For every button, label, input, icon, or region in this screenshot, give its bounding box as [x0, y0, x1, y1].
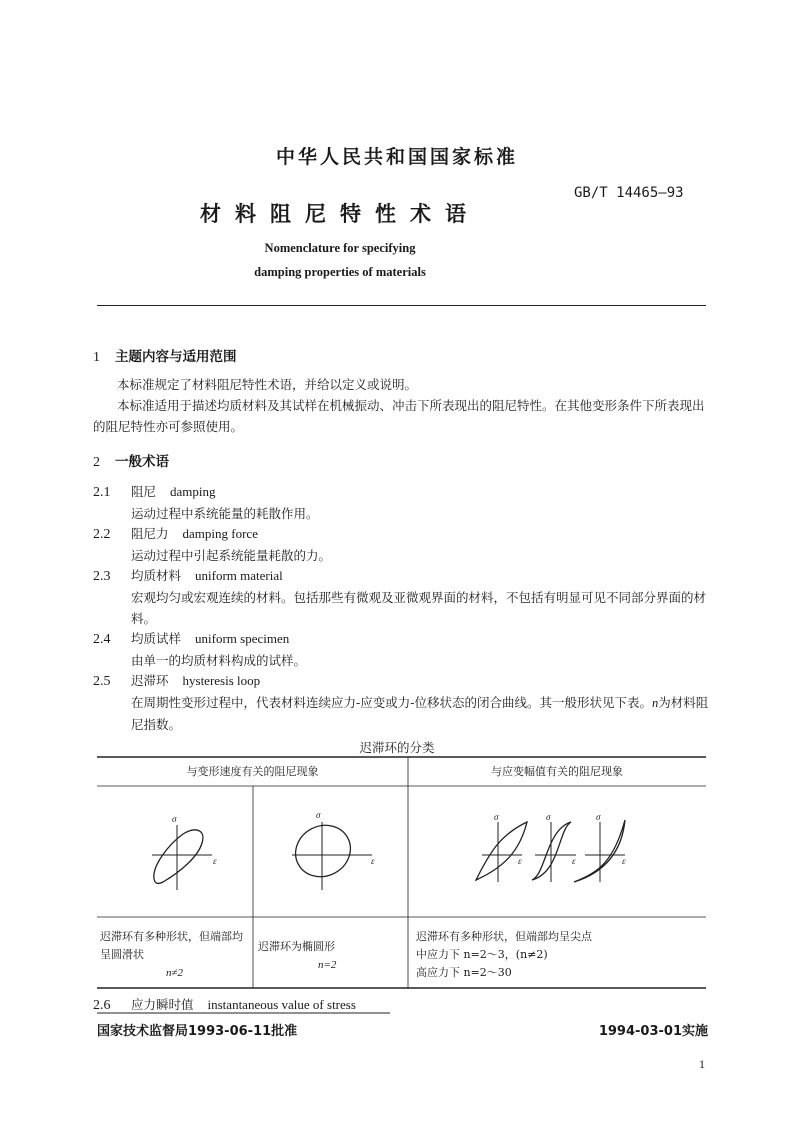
table-header-left: 与变形速度有关的阻尼现象 [186, 765, 319, 778]
definition-text: 在周期性变形过程中，代表材料连续应力-应变或力-位移状态的闭合曲线。其一般形状见下表。 [131, 695, 652, 710]
term-zh: 应力瞬时值 [131, 997, 194, 1012]
term-en: damping [170, 484, 216, 499]
section-number: 1 [93, 350, 100, 365]
term-en: uniform specimen [195, 631, 290, 646]
hysteresis-loop [154, 830, 203, 884]
cell-line: 呈圆滑状 [100, 948, 144, 961]
sigma-label: σ [316, 810, 321, 820]
term-number: 2.3 [93, 569, 111, 584]
term-2-4-definition: 由单一的均质材料构成的试样。 [131, 653, 307, 668]
term-en: hysteresis loop [182, 673, 261, 688]
epsilon-label: ε [518, 856, 522, 866]
cell-line: 迟滞环有多种形状，但端部均呈尖点 [416, 930, 592, 943]
cell-ellipse-description [258, 938, 406, 974]
epsilon-label: ε [371, 856, 375, 866]
implementation-date: 1994-03-01实施 [598, 1024, 708, 1039]
term-en: damping force [182, 526, 258, 541]
section-title: 一般术语 [115, 454, 169, 470]
section-number: 2 [93, 455, 100, 470]
term-zh: 阻尼力 [131, 526, 169, 541]
epsilon-label: ε [622, 856, 626, 866]
epsilon-label: ε [213, 856, 217, 866]
sigma-label: σ [494, 812, 499, 822]
table-title: 迟滞环的分类 [359, 740, 435, 755]
issuing-body: 中华人民共和国国家标准 [275, 146, 518, 168]
term-zh: 迟滞环 [131, 673, 169, 688]
term-2-3-definition: 宏观均匀或宏观连续的材料。包括那些有微观及亚微观界面的材料，不包括有明显可见不同部分界面的材料。 [131, 590, 707, 626]
cell-n-value: n≠2 [166, 967, 184, 979]
sigma-label: σ [172, 814, 177, 824]
cell-line: 高应力下 n=2～30 [416, 966, 512, 979]
standard-code: GB/T 14465—93 [574, 185, 684, 201]
term-2-1-definition: 运动过程中系统能量的耗散作用。 [131, 506, 319, 521]
approval-date: 国家技术监督局1993-06-11批准 [97, 1024, 298, 1039]
cell-rounded-description [100, 928, 252, 982]
loop-pointed-figure [476, 820, 625, 882]
title-english-line2: damping properties of materials [254, 265, 426, 279]
title-chinese: 材料阻尼特性术语 [200, 202, 480, 226]
page-number: 1 [699, 1057, 705, 1071]
cell-n-value: n=2 [318, 959, 337, 971]
term-en: uniform material [195, 568, 283, 583]
term-2-2-definition: 运动过程中引起系统能量耗散的力。 [131, 548, 332, 563]
cell-line: 迟滞环为椭圆形 [258, 940, 335, 953]
term-zh: 均质材料 [131, 568, 182, 583]
cell-line: 迟滞环有多种形状，但端部均 [100, 930, 243, 943]
damping-index-symbol: n [651, 696, 659, 710]
section-1-para-1: 本标准规定了材料阻尼特性术语，并给以定义或说明。 [117, 377, 418, 392]
hysteresis-loop [287, 816, 360, 886]
epsilon-label: ε [572, 856, 576, 866]
term-number: 2.4 [93, 632, 111, 647]
term-number: 2.5 [93, 674, 111, 689]
definition-text-tail: 为材料阻尼指数。 [131, 695, 709, 732]
term-number: 2.6 [93, 998, 111, 1013]
hysteresis-loop-a [476, 822, 527, 880]
loop-ellipse-figure [287, 816, 372, 890]
section-1-para-2: 本标准适用于描述均质材料及其试样在机械振动、冲击下所表现出的阻尼特性。在其他变形条件下所表现出的阻尼特性亦可参照使用。 [93, 398, 705, 434]
sigma-label: σ [546, 812, 551, 822]
term-2-6 [93, 995, 356, 1014]
term-en: instantaneous value of stress [207, 997, 356, 1012]
sigma-label: σ [596, 812, 601, 822]
title-english-line1: Nomenclature for specifying [264, 241, 416, 255]
term-zh: 阻尼 [131, 484, 157, 499]
cell-line: 中应力下 n=2～3，(n≠2) [416, 948, 548, 961]
term-number: 2.1 [93, 485, 111, 500]
loop-rounded-figure [152, 825, 212, 890]
section-title: 主题内容与适用范围 [115, 349, 237, 365]
cell-pointed-description [416, 928, 704, 982]
term-number: 2.2 [93, 527, 111, 542]
term-zh: 均质试样 [131, 631, 182, 646]
table-header-right: 与应变幅值有关的阻尼现象 [491, 765, 623, 778]
